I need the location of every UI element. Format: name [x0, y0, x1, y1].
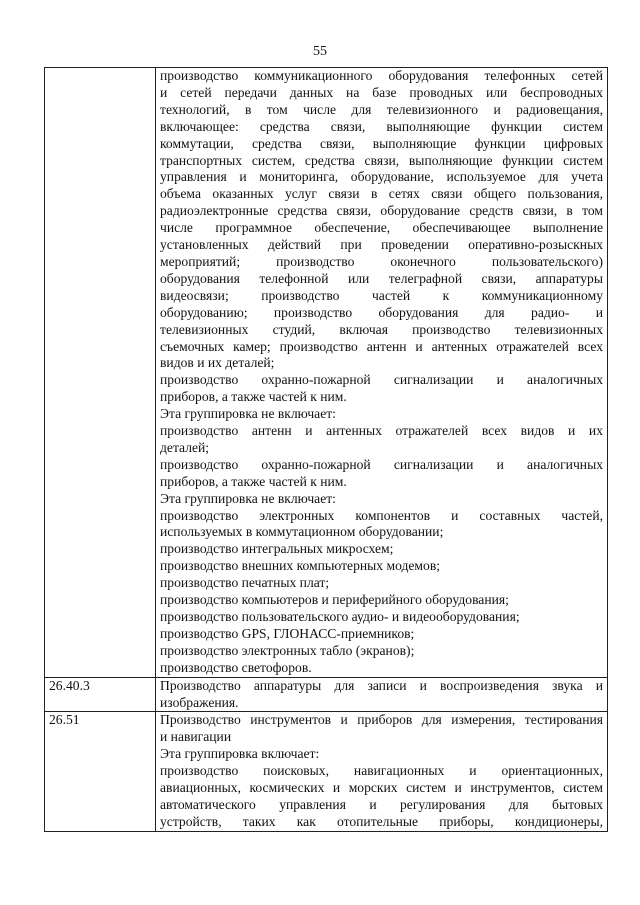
text-line: объема оказанных услуг связи в сетях связи общего пользования,: [160, 186, 603, 202]
text-line: устройств, таких как отопительные приборы, кондиционеры,: [160, 813, 603, 829]
text-line: изображения.: [160, 694, 239, 710]
classification-code: 26.51: [45, 712, 156, 831]
text-line: производство пользовательского аудио- и видеооборудования;: [160, 609, 520, 624]
text-line: и сетей передачи данных на базе проводных или беспроводных: [160, 84, 603, 100]
text-line: установленных действий при проведении оперативно-розыскных: [160, 237, 603, 253]
classification-description: [156, 712, 608, 831]
text-line: оборудования телефонной или телеграфной связи, аппаратуры: [160, 270, 603, 286]
text-line: радиоэлектронные средства связи, оборудование средств связи, в том: [160, 203, 603, 219]
text-line: технологий, в том числе для телевизионного и радиовещания,: [160, 101, 603, 117]
text-line: производство электронных табло (экранов);: [160, 642, 415, 658]
text-line: производство светофоров.: [160, 659, 312, 675]
text-line: производство антенн и антенных отражателей всех видов и их: [160, 423, 603, 439]
text-line: и навигации: [160, 729, 232, 745]
text-line: включающее: средства связи, выполняющие функции систем: [160, 118, 603, 134]
text-line: числе программное обеспечение, обеспечивающее выполнение: [160, 220, 603, 236]
text-line: Производство аппаратуры для записи и воспроизведения звука и: [160, 677, 603, 693]
text-line: используемых в коммутационном оборудовании;: [160, 524, 444, 540]
text-line: управления и мониторинга, оборудование, используемое для учета: [160, 169, 603, 185]
text-line: мероприятий; производство оконечного пользовательского): [160, 253, 603, 269]
text-line: автоматического управления и регулирования для бытовых: [160, 796, 603, 812]
text-line: транспортных систем, средства связи, выполняющие функции систем: [160, 152, 603, 168]
text-line: коммутации, средства связи, выполняющие функции цифровых: [160, 135, 603, 151]
text-line: деталей;: [160, 439, 210, 455]
classification-table: [44, 67, 608, 832]
text-line: Производство инструментов и приборов для измерения, тестирования: [160, 712, 603, 728]
text-line: производство компьютеров и периферийного оборудования;: [160, 592, 509, 608]
text-line: видов и их деталей;: [160, 355, 275, 371]
text-line: производство охранно-пожарной сигнализации и аналогичных: [160, 456, 603, 472]
text-line: Эта группировка не включает:: [160, 490, 336, 506]
table-row: [45, 712, 608, 831]
text-line: приборов, а также частей к ним.: [160, 389, 347, 405]
text-line: производство внешних компьютерных модемов;: [160, 558, 441, 574]
classification-description: [156, 68, 608, 678]
text-line: телевизионных студий, включая производство телевизионных: [160, 321, 603, 337]
text-line: съемочных камер; производство антенн и антенных отражателей всех: [160, 338, 603, 354]
classification-code: [45, 68, 156, 678]
table-row: [45, 677, 608, 712]
page-number: 55: [313, 44, 327, 59]
text-line: Эта группировка не включает:: [160, 406, 336, 422]
text-line: видеосвязи; производство частей к коммуникационному: [160, 287, 603, 303]
text-line: производство поисковых, навигационных и ориентационных,: [160, 763, 603, 779]
text-line: производство охранно-пожарной сигнализации и аналогичных: [160, 372, 603, 388]
table-body: [45, 68, 608, 832]
text-line: оборудованию; производство оборудования для радио- и: [160, 304, 603, 320]
text-line: производство печатных плат;: [160, 575, 330, 591]
text-line: производство GPS, ГЛОНАСС-приемников;: [160, 625, 415, 641]
text-line: приборов, а также частей к ним.: [160, 473, 347, 489]
table-row: [45, 68, 608, 678]
text-line: Эта группировка включает:: [160, 746, 320, 762]
text-line: производство интегральных микросхем;: [160, 541, 394, 557]
text-line: производство электронных компонентов и составных частей,: [160, 507, 603, 523]
classification-code: 26.40.3: [45, 677, 156, 712]
text-line: производство коммуникационного оборудования телефонных сетей: [160, 68, 603, 83]
text-line: авиационных, космических и морских систем и инструментов, систем: [160, 780, 603, 796]
classification-description: [156, 677, 608, 712]
